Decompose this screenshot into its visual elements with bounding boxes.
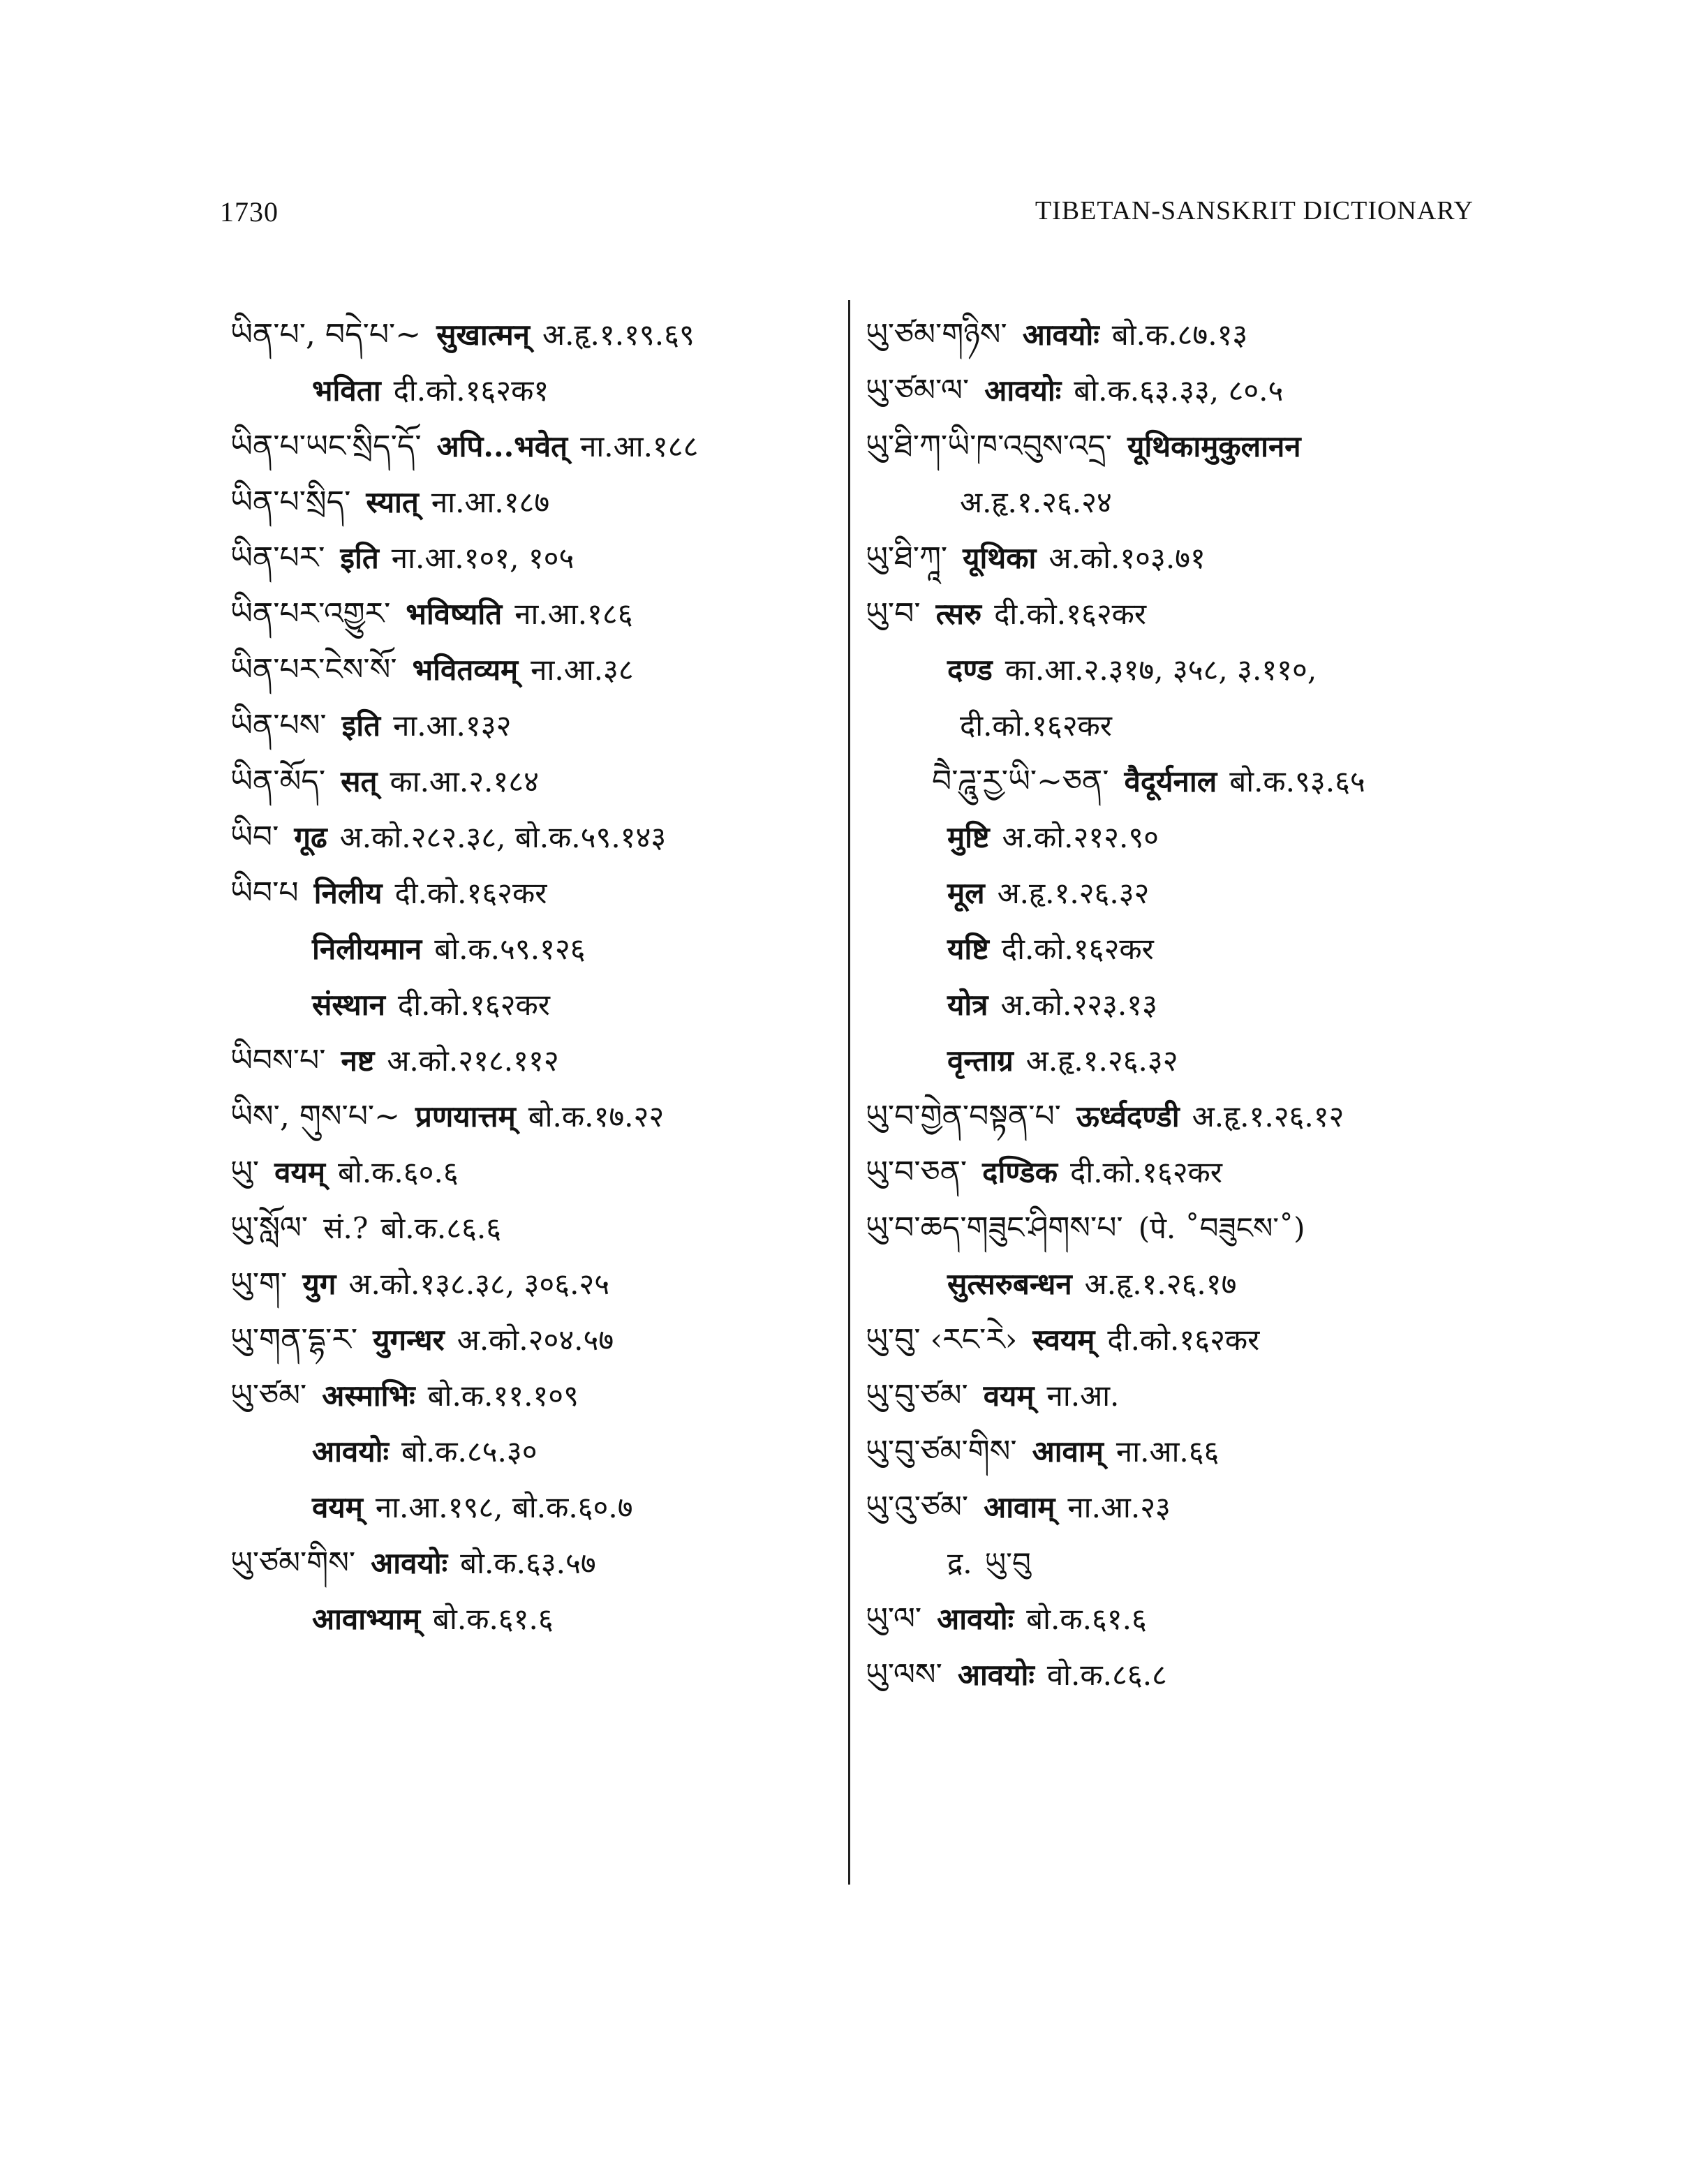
sanskrit-equivalent: आवयोः xyxy=(957,1658,1035,1692)
dictionary-entry xyxy=(230,363,831,419)
source-reference: बो.क.६०.६ xyxy=(337,1155,459,1189)
source-reference: बो.क.१७.२२ xyxy=(528,1099,665,1134)
source-reference: दी.को.१६२क१ xyxy=(393,373,549,408)
source-reference: अ.को.२०४.५७ xyxy=(457,1323,614,1357)
source-reference: बो.क.८७.१३ xyxy=(1111,318,1248,352)
source-reference: दी.को.१६२कर xyxy=(1107,1323,1260,1357)
dictionary-entry xyxy=(866,1312,1494,1368)
source-reference: दी.को.१६२कर xyxy=(960,708,1112,743)
tibetan-headword: ཡུ་ཙམ་གཉིས་ xyxy=(866,317,1007,352)
source-reference: ना.आ.१९८, बो.क.६०.७ xyxy=(375,1490,633,1524)
dictionary-entry xyxy=(230,1033,831,1089)
sanskrit-equivalent: इति xyxy=(340,541,379,575)
right-column xyxy=(866,307,1494,1703)
source-reference: ना.आ.३८ xyxy=(531,653,634,687)
source-reference: बो.क.९३.६५ xyxy=(1229,764,1365,798)
source-reference: का.आ.२.३१७, ३५८, ३.११०, xyxy=(1005,653,1317,687)
source-reference: दी.को.१६२कर xyxy=(394,876,547,910)
tibetan-headword: ཡུ་ལས་ xyxy=(866,1657,942,1693)
page-number: 1730 xyxy=(220,196,279,228)
dictionary-entry xyxy=(866,1591,1494,1647)
sanskrit-equivalent: भविष्यति xyxy=(406,597,503,631)
sanskrit-equivalent: आवाम् xyxy=(1032,1434,1104,1469)
tibetan-headword: ཡུ་ xyxy=(230,1154,260,1190)
tibetan-headword: ཡུ་བུ་ཙམ་ xyxy=(866,1378,968,1413)
column-divider xyxy=(848,300,850,1885)
source-reference: बो.क.६३.५७ xyxy=(460,1546,596,1580)
sanskrit-equivalent: योत्र xyxy=(947,988,988,1022)
dictionary-entry xyxy=(866,1145,1494,1201)
source-reference: ཡུ་བུ xyxy=(984,1546,1031,1580)
sanskrit-equivalent: आवाभ्याम् xyxy=(312,1602,420,1636)
source-reference: ना.आ.६६ xyxy=(1115,1434,1220,1469)
dictionary-entry xyxy=(230,1089,831,1145)
sanskrit-equivalent: सुखात्मन् xyxy=(436,318,530,352)
dictionary-entry xyxy=(866,1647,1494,1703)
sanskrit-equivalent: आवाम् xyxy=(984,1490,1055,1524)
dictionary-entry xyxy=(866,530,1494,586)
sanskrit-equivalent: स्यात् xyxy=(366,485,419,519)
source-reference: दी.को.१६२कर xyxy=(994,597,1147,631)
dictionary-entry xyxy=(230,866,831,921)
source-reference: ना.आ.१८७ xyxy=(431,485,550,519)
source-reference: बो.क.५९.१२६ xyxy=(434,932,586,966)
tibetan-headword: ཡིབས་པ་ xyxy=(230,1043,326,1078)
source-reference: दी.को.१६२कर xyxy=(397,988,550,1022)
dictionary-entry xyxy=(230,1424,831,1480)
dictionary-entry xyxy=(230,1256,831,1312)
tibetan-headword: ཡིན་པ་, བདེ་པ་~ xyxy=(230,317,422,352)
sanskrit-equivalent: प्रणयात्तम् xyxy=(415,1099,516,1134)
tibetan-headword: ཡུ་ཙམ་ xyxy=(230,1378,307,1413)
source-reference: अ.को.२८२.३८, बो.क.५९.१४३ xyxy=(339,820,667,854)
source-reference: अ.को.१३८.३८, ३०६.२५ xyxy=(348,1267,610,1301)
source-reference: ना.आ.२३ xyxy=(1067,1490,1171,1524)
sanskrit-equivalent: वयम् xyxy=(983,1379,1035,1413)
sanskrit-equivalent: अस्माभिः xyxy=(322,1379,415,1413)
dictionary-entry xyxy=(230,475,831,530)
dictionary-entry xyxy=(866,1480,1494,1536)
dictionary-entry xyxy=(230,1536,831,1591)
dictionary-entry xyxy=(866,977,1494,1033)
source-reference: अ.हृ.१.२६.२४ xyxy=(960,485,1112,519)
source-reference: अ.को.२१८.११२ xyxy=(387,1043,559,1078)
tibetan-headword: ཡིན་པར་ xyxy=(230,540,325,576)
sanskrit-equivalent: वैदूर्यनाल xyxy=(1124,764,1217,798)
sanskrit-equivalent: नष्ट xyxy=(341,1043,375,1078)
source-reference: अ.को.२१२.९० xyxy=(1002,820,1159,854)
sanskrit-equivalent: वयम् xyxy=(274,1155,325,1189)
sanskrit-equivalent: अपि...भवेत् xyxy=(436,429,568,463)
sanskrit-equivalent: (पे. ˚བཟུངས་˚) xyxy=(1138,1211,1305,1245)
dictionary-entry xyxy=(866,419,1494,475)
dictionary-entry xyxy=(230,1368,831,1424)
sanskrit-equivalent: यूथिकामुकुलानन xyxy=(1127,429,1301,463)
tibetan-headword: ཡུ་གན་དྷ་ར་ xyxy=(230,1322,358,1358)
dictionary-entry xyxy=(230,1145,831,1201)
dictionary-entry xyxy=(230,642,831,698)
sanskrit-equivalent: सुत्सरुबन्धन xyxy=(947,1267,1072,1301)
tibetan-headword: ཡུ་ལ་ xyxy=(866,1601,922,1637)
source-reference: का.आ.२.१८४ xyxy=(390,764,539,798)
dictionary-entry xyxy=(230,810,831,866)
source-reference: अ.हृ.१.२६.१७ xyxy=(1084,1267,1237,1301)
source-reference: वो.क.८६.८ xyxy=(1046,1658,1167,1692)
dictionary-entry xyxy=(866,810,1494,866)
source-reference: बो.क.८६.६ xyxy=(380,1211,502,1245)
tibetan-headword: ཡུ་བ་ཅན་ xyxy=(866,1154,968,1190)
source-reference: अ.को.१०३.७१ xyxy=(1048,541,1206,575)
source-reference: ना.आ.१८८ xyxy=(580,429,699,463)
sanskrit-equivalent: स्वयम् xyxy=(1032,1323,1095,1357)
source-reference: ना.आ.१३२ xyxy=(393,708,512,743)
dictionary-entry xyxy=(866,475,1494,530)
source-reference: दी.को.१६२कर xyxy=(1070,1155,1222,1189)
sanskrit-equivalent: सं.? xyxy=(323,1211,369,1245)
dictionary-entry xyxy=(230,419,831,475)
dictionary-entry xyxy=(866,1536,1494,1591)
dictionary-entry xyxy=(866,586,1494,642)
tibetan-headword: ཡུ་བ་གྱེན་བསྟན་པ་ xyxy=(866,1099,1061,1134)
sanskrit-equivalent: दण्डिक xyxy=(982,1155,1058,1189)
sanskrit-equivalent: गूढ xyxy=(294,820,327,854)
sanskrit-equivalent: भवितव्यम् xyxy=(412,653,519,687)
tibetan-headword: ཡིན་པར་ངེས་སོ་ xyxy=(230,652,397,688)
tibetan-headword: ཡིན་པ་ཡང་སྲིད་དོ་ xyxy=(230,429,422,464)
dictionary-entry xyxy=(866,1368,1494,1424)
sanskrit-equivalent: निलीय xyxy=(313,876,383,910)
source-reference: ना.आ.१८६ xyxy=(514,597,633,631)
dictionary-entry xyxy=(866,698,1494,754)
sanskrit-equivalent: त्सरु xyxy=(935,597,982,631)
dictionary-entry xyxy=(230,586,831,642)
source-reference: बो.क.६१.६ xyxy=(1026,1602,1147,1636)
dictionary-entry xyxy=(866,1089,1494,1145)
sanskrit-equivalent: आवयोः xyxy=(937,1602,1014,1636)
dictionary-entry xyxy=(866,921,1494,977)
source-reference: अ.को.२२३.१३ xyxy=(1000,988,1157,1022)
running-title: TIBETAN-SANSKRIT DICTIONARY xyxy=(1035,196,1474,225)
tibetan-headword: ཡུ་འུ་ཙམ་ xyxy=(866,1490,969,1525)
dictionary-entry xyxy=(866,1424,1494,1480)
dictionary-entry xyxy=(230,698,831,754)
source-reference: अ.हृ.१.१९.६९ xyxy=(542,318,695,352)
sanskrit-equivalent: यष्टि xyxy=(947,932,989,966)
sanskrit-equivalent: युगन्धर xyxy=(373,1323,445,1357)
source-reference: बो.क.६१.६ xyxy=(432,1602,554,1636)
tibetan-headword: ཡིན་པས་ xyxy=(230,708,327,743)
sanskrit-equivalent: वृन्ताग्र xyxy=(947,1043,1014,1078)
tibetan-headword: ཡིན་པ་སྲིད་ xyxy=(230,484,351,520)
dictionary-entry xyxy=(230,1312,831,1368)
source-reference: ना.आ.१०१, १०५ xyxy=(391,541,575,575)
dictionary-entry xyxy=(866,1201,1494,1256)
sanskrit-equivalent: वयम् xyxy=(312,1490,363,1524)
sanskrit-equivalent: द्र. xyxy=(947,1546,972,1580)
tibetan-headword: ཡིབ་པ xyxy=(230,875,299,911)
tibetan-headword: ཡིན་མོད་ xyxy=(230,764,326,799)
dictionary-entry xyxy=(866,1033,1494,1089)
dictionary-entry xyxy=(230,754,831,810)
source-reference: ना.आ. xyxy=(1046,1379,1120,1413)
tibetan-headword: ཡིབ་ xyxy=(230,819,279,855)
dictionary-entry xyxy=(230,1591,831,1647)
tibetan-headword: ཡུ་ཐི་ཀཱ་ xyxy=(866,540,948,576)
sanskrit-equivalent: मुष्टि xyxy=(947,820,990,854)
source-reference: बो.क.११.१०९ xyxy=(427,1379,579,1413)
dictionary-entry xyxy=(230,530,831,586)
tibetan-headword: ཡུ་བུ་ཙམ་གིས་ xyxy=(866,1434,1017,1469)
tibetan-headword: ཡུ་ག་ xyxy=(230,1266,288,1302)
sanskrit-equivalent: इति xyxy=(341,708,381,743)
tibetan-headword: བཻ་ཌཱུ་རྱ་ཡི་~ཅན་ xyxy=(932,764,1109,799)
dictionary-entry xyxy=(866,754,1494,810)
tibetan-headword: ཡུ་ཐི་ཀ་ཡི་ཁ་འབུས་འདྲ་ xyxy=(866,429,1113,464)
source-reference: अ.हृ.१.२६.१२ xyxy=(1192,1099,1344,1134)
sanskrit-equivalent: भविता xyxy=(312,373,381,408)
source-reference: बो.क.८५.३० xyxy=(401,1434,538,1469)
sanskrit-equivalent: सत् xyxy=(341,764,378,798)
dictionary-entry xyxy=(230,307,831,363)
dictionary-entry xyxy=(230,1201,831,1256)
sanskrit-equivalent: निलीयमान xyxy=(312,932,422,966)
tibetan-headword: ཡུ་ཙམ་ལ་ xyxy=(866,373,970,408)
tibetan-headword: ཡིས་, གུས་པ་~ xyxy=(230,1099,401,1134)
sanskrit-equivalent: दण्ड xyxy=(947,653,993,687)
source-reference: बो.क.६३.३३, ८०.५ xyxy=(1074,373,1284,408)
sanskrit-equivalent: आवयोः xyxy=(312,1434,389,1469)
dictionary-entry xyxy=(866,866,1494,921)
dictionary-entry xyxy=(866,307,1494,363)
tibetan-headword: ཡུ་ཙམ་གིས་ xyxy=(230,1545,356,1581)
sanskrit-equivalent: मूल xyxy=(947,876,985,910)
dictionary-entry xyxy=(866,642,1494,698)
tibetan-headword: ཡུ་བུ་ ‹རང་རེ› xyxy=(866,1322,1018,1358)
sanskrit-equivalent: आवयोः xyxy=(984,373,1062,408)
dictionary-entry xyxy=(230,977,831,1033)
sanskrit-equivalent: ऊर्ध्वदण्डी xyxy=(1076,1099,1180,1134)
tibetan-headword: ཡུ་བ་ཆད་གཟུང་ཤིགས་པ་ xyxy=(866,1210,1123,1246)
tibetan-headword: ཡུ་སློལ་ xyxy=(230,1210,309,1246)
source-reference: दी.को.१६२कर xyxy=(1001,932,1154,966)
left-column xyxy=(230,307,831,1647)
dictionary-entry xyxy=(866,1256,1494,1312)
dictionary-entry xyxy=(230,1480,831,1536)
sanskrit-equivalent: युग xyxy=(302,1267,336,1301)
sanskrit-equivalent: संस्थान xyxy=(312,988,385,1022)
source-reference: अ.हृ.१.२६.३२ xyxy=(1025,1043,1178,1078)
sanskrit-equivalent: आवयोः xyxy=(371,1546,448,1580)
tibetan-headword: ཡིན་པར་འགྱུར་ xyxy=(230,596,391,632)
sanskrit-equivalent: यूथिका xyxy=(963,541,1037,575)
dictionary-entry xyxy=(230,921,831,977)
sanskrit-equivalent: आवयोः xyxy=(1022,318,1099,352)
tibetan-headword: ཡུ་བ་ xyxy=(866,596,921,632)
dictionary-entry xyxy=(866,363,1494,419)
source-reference: अ.हृ.१.२६.३२ xyxy=(997,876,1150,910)
